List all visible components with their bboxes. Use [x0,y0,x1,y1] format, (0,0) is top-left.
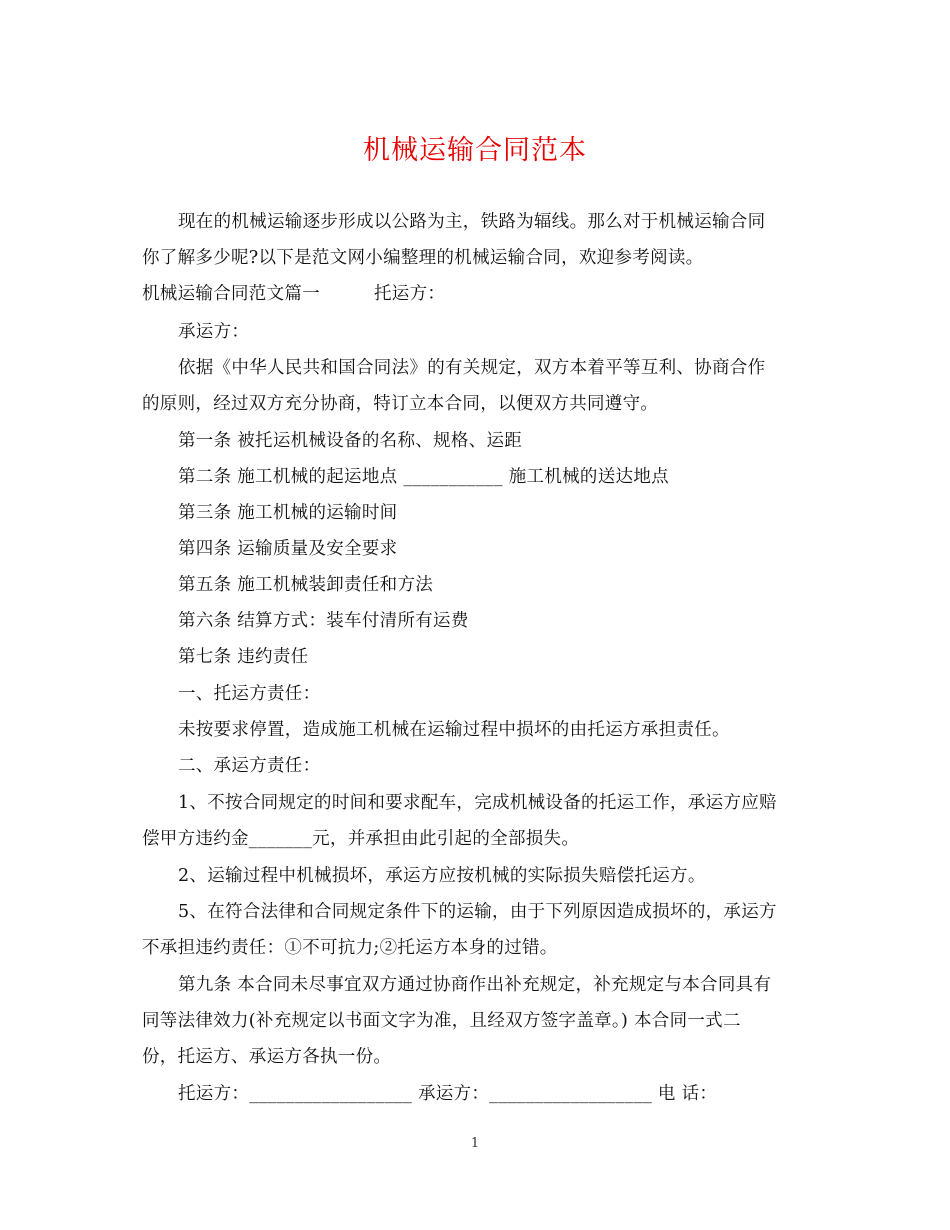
article-2: 第二条 施工机械的起运地点 ___________ 施工机械的送达地点 [178,467,669,487]
item-1-line-2: 偿甲方违约金_______元，并承担由此引起的全部损失。 [142,829,580,849]
article-9-line-3: 份，托运方、承运方各执一份。 [142,1047,392,1067]
section-carrier-duty: 二、承运方责任： [178,756,321,776]
carrier-label: 承运方： [178,322,250,342]
page-number: 1 [470,1136,480,1151]
article-3: 第三条 施工机械的运输时间 [178,503,398,523]
signature-line: 托运方：__________________ 承运方：__________________ 电 话： [178,1084,718,1104]
document-title: 机械运输合同范本 [363,135,587,166]
item-5-line-1: 5、在符合法律和合同规定条件下的运输，由于下列原因造成损坏的，承运方 [178,902,777,922]
item-2: 2、运输过程中机械损坏，承运方应按机械的实际损失赔偿托运方。 [178,866,706,886]
intro-line-1: 现在的机械运输逐步形成以公路为主，铁路为辐线。那么对于机械运输合同 [178,212,766,232]
section-consignor-duty: 一、托运方责任： [178,684,321,704]
article-9-line-2: 同等法律效力(补充规定以书面文字为准，且经双方签字盖章。) 本合同一式二 [142,1011,741,1031]
sample-heading-row [142,280,822,305]
article-1: 第一条 被托运机械设备的名称、规格、运距 [178,431,523,451]
sample-heading: 机械运输合同范文篇一 [142,284,320,304]
article-5: 第五条 施工机械装卸责任和方法 [178,575,434,595]
basis-line-1: 依据《中华人民共和国合同法》的有关规定，双方本着平等互利、协商合作 [178,358,766,378]
article-7: 第七条 违约责任 [178,647,309,667]
basis-line-2: 的原则，经过双方充分协商，特订立本合同，以便双方共同遵守。 [142,394,659,414]
article-9-line-1: 第九条 本合同未尽事宜双方通过协商作出补充规定，补充规定与本合同具有 [178,975,772,995]
item-5-line-2: 不承担违约责任：①不可抗力;②托运方本身的过错。 [142,938,558,958]
section-consignor-text: 未按要求停置，造成施工机械在运输过程中损坏的由托运方承担责任。 [178,720,730,740]
item-1-line-1: 1、不按合同规定的时间和要求配车，完成机械设备的托运工作，承运方应赔 [178,793,777,813]
article-4: 第四条 运输质量及安全要求 [178,539,398,559]
consignor-label: 托运方： [374,284,446,304]
intro-line-2: 你了解多少呢?以下是范文网小编整理的机械运输合同，欢迎参考阅读。 [142,248,704,268]
article-6: 第六条 结算方式：装车付清所有运费 [178,611,469,631]
